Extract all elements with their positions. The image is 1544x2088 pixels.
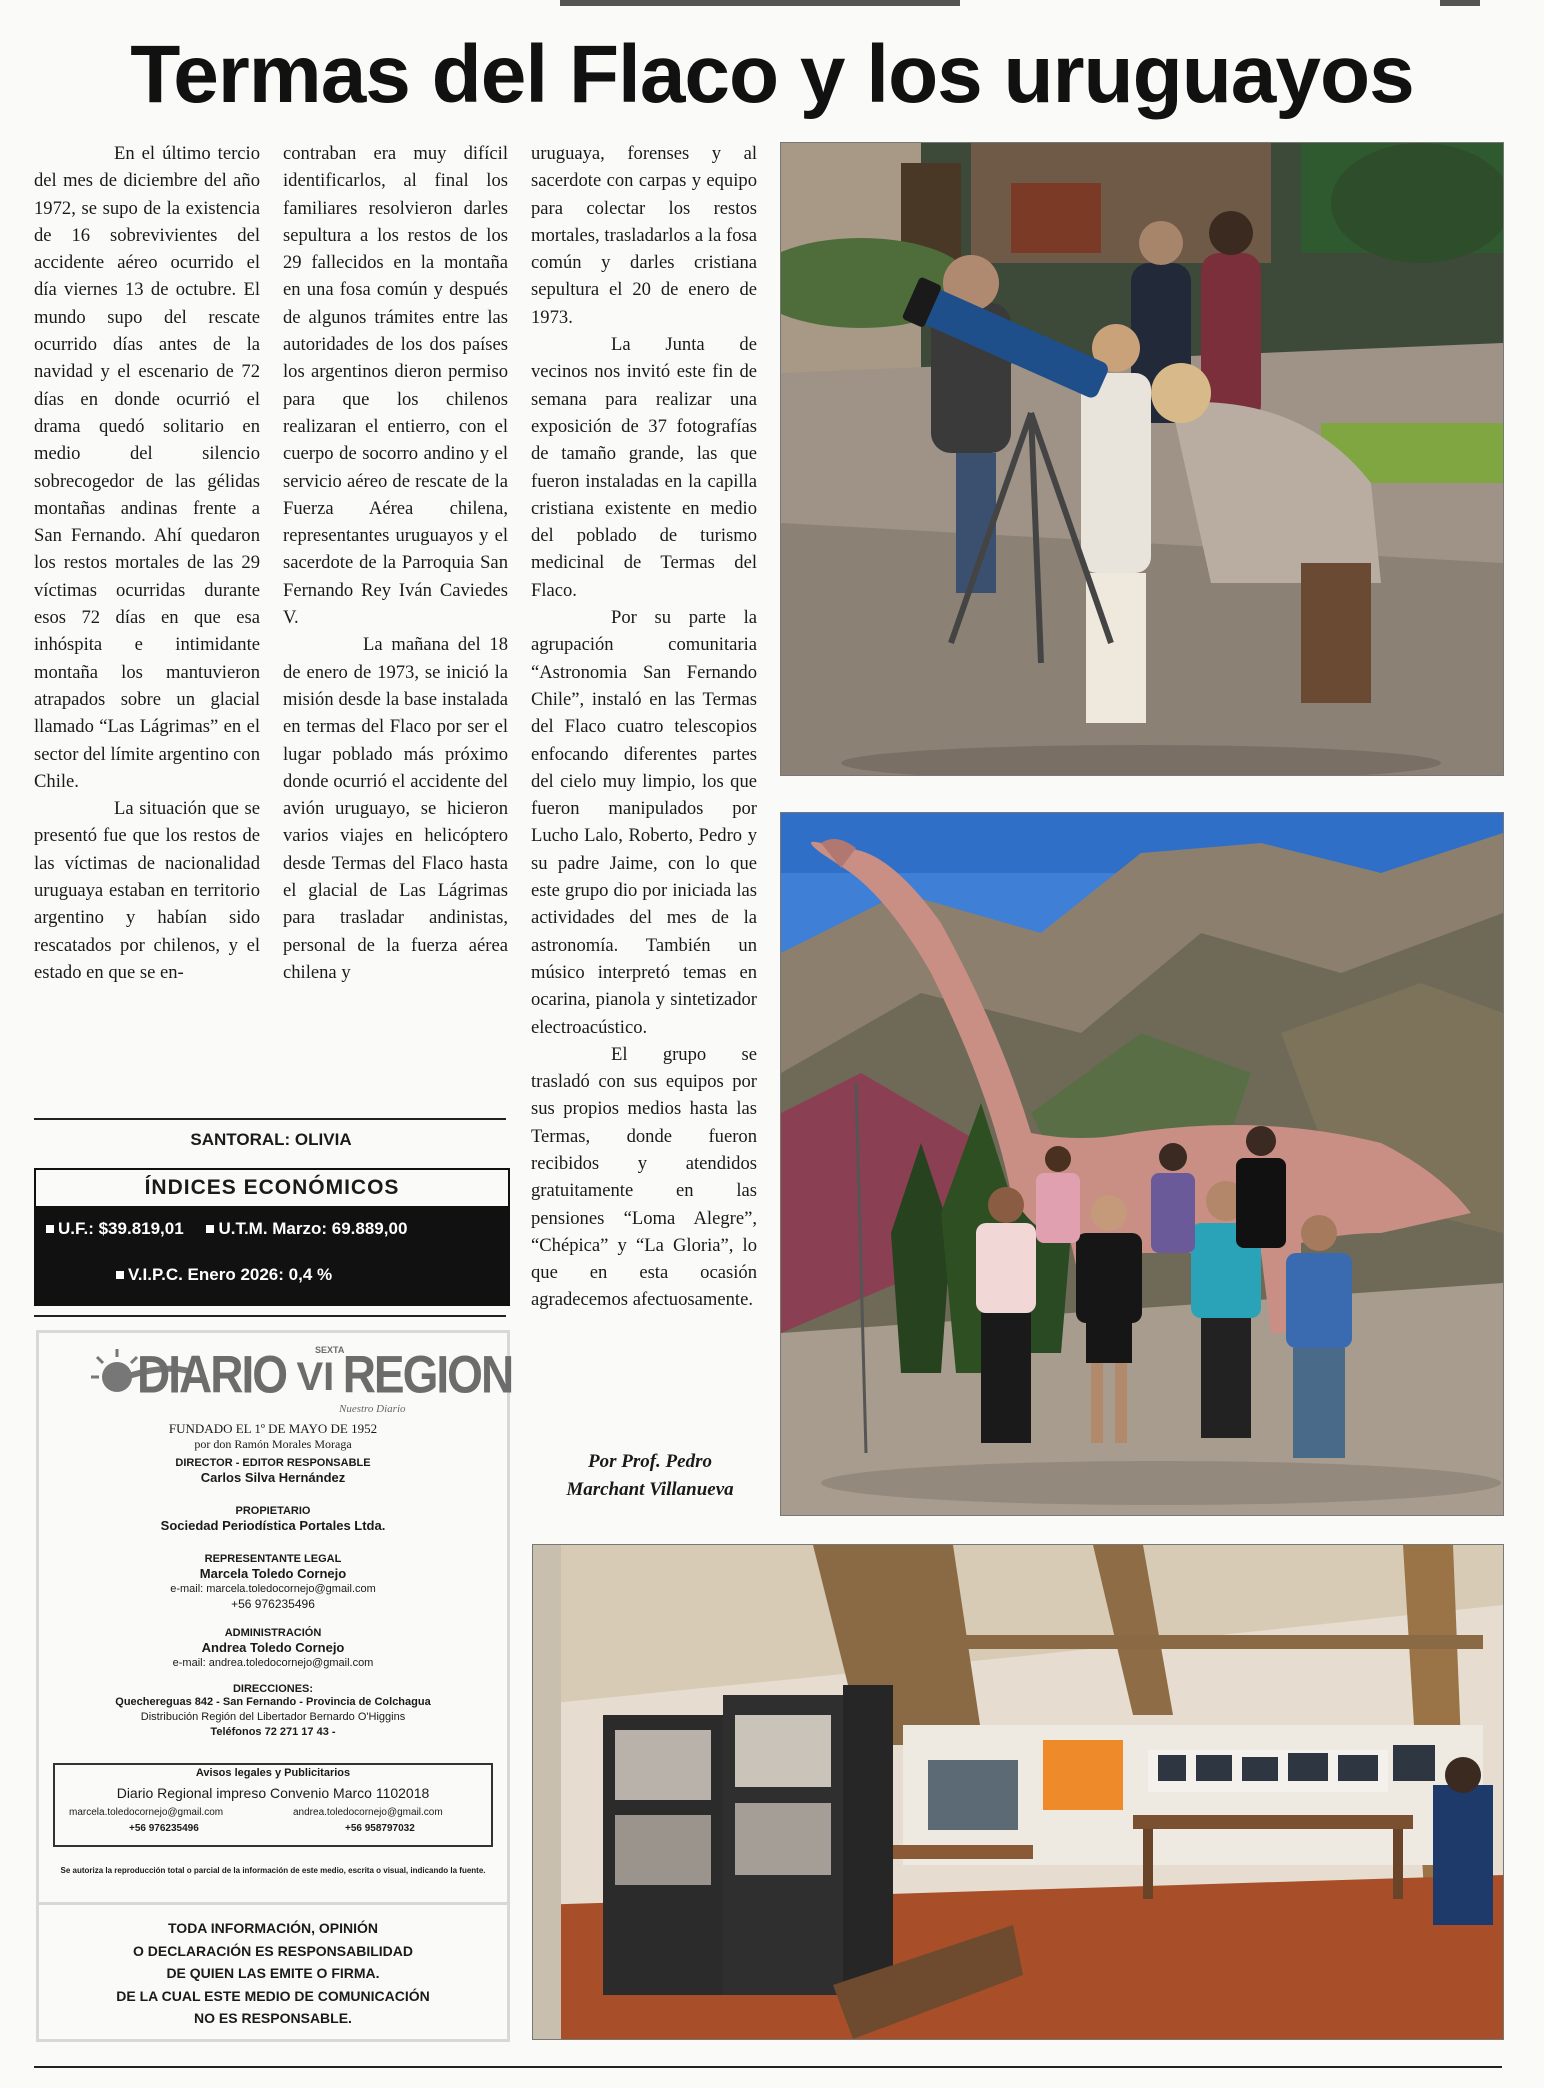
- owner-label: PROPIETARIO: [235, 1505, 311, 1517]
- legal-notices-box: [53, 1763, 493, 1847]
- article-paragraph: La mañana del 18 de enero de 1973, se inició la misión desde la base instalada en termas del Flaco por ser el lugar poblado más próximo donde ocurrió el accidente del avión uruguayo, se hicieron varios viajes en helicóptero desde Termas del Flaco hasta el glacial de Las Lágrimas para trasladar andinistas, personal de la fuerza aérea chilena y: [283, 634, 508, 983]
- sidebar-rule: [34, 1315, 506, 1317]
- economic-indices-box: [34, 1168, 510, 1306]
- article-column-2: [283, 140, 508, 986]
- address-label: DIRECCIONES:: [232, 1683, 314, 1695]
- indices-row-1: [36, 1206, 508, 1252]
- page-bottom-rule: [34, 2066, 1502, 2068]
- article-column-1: [34, 140, 260, 986]
- photo-exhibition-photo: [532, 1544, 1504, 2040]
- index-ipc: V.I.P.C. Enero 2026: 0,4 %: [128, 1265, 333, 1284]
- logo-sexta: SEXTA: [315, 1345, 345, 1355]
- bullet-square-icon: [206, 1225, 214, 1233]
- logo-word-diario: DIARIO: [137, 1344, 286, 1404]
- index-utm: U.T.M. Marzo: 69.889,00: [218, 1219, 408, 1238]
- owner-name: Sociedad Periodística Portales Ltda.: [160, 1518, 386, 1533]
- address-line: Quechereguas 842 - San Fernando - Provincia de Colchagua: [115, 1696, 431, 1708]
- legal-rep-email: e-mail: marcela.toledocornejo@gmail.com: [170, 1583, 376, 1595]
- avisos-label: Avisos legales y Publicitarios: [195, 1767, 351, 1779]
- top-cropped-header: [0, 0, 1544, 10]
- director-name: Carlos Silva Hernández: [200, 1470, 346, 1485]
- article-paragraph: contraban era muy difícil identificarlos, al final los familiares resolvieron darles sepultura a los restos de los 29 fallecidos en la montaña en una fosa común y después de algunos trámites entre las autoridades de los dos países los argentinos dieron permiso para que los chilenos realizaran el entierro, con el cuerpo de socorro andino y el servicio aéreo de rescate de la Fuerza Aérea chilena, representantes uruguayos y el sacerdote de la Parroquia San Fernando Rey Iván Caviedes V.: [283, 143, 508, 629]
- reproduction-note: Se autoriza la reproducción total o parcial de la información de este medio, escrita o visual, indicando la fuente.: [60, 1866, 486, 1875]
- byline-line-2: Marchant Villanueva: [566, 1479, 734, 1500]
- article-byline: [530, 1448, 770, 1504]
- indices-row-2: [36, 1252, 508, 1298]
- responsibility-notice: [36, 1902, 510, 2042]
- article-column-3: [531, 140, 757, 1314]
- admin-label: ADMINISTRACIÓN: [224, 1627, 322, 1639]
- indices-title: ÍNDICES ECONÓMICOS: [36, 1170, 508, 1206]
- founded-line: FUNDADO EL 1º DE MAYO DE 1952: [168, 1421, 378, 1436]
- legal-rep-phone: +56 976235496: [231, 1597, 315, 1611]
- article-paragraph: En el último tercio del mes de diciembre del año 1972, se supo de la existencia de 16 sobrevivientes del accidente aéreo ocurrido el día viernes 13 de octubre. El mundo supo del rescate ocurrido días antes de la navidad y el escenario de 72 días en donde ocurrió el drama quedó solitario en medio del silencio sobrecogedor de las gélidas montañas andinas frente a San Fernando. Ahí quedaron los restos mortales de las 29 víctimas ocurridas durante esos 72 días en que esa inhóspita e intimidante montaña los mantuvieron atrapados sobre un glacial llamado “Las Lágrimas” en el sector del límite argentino con Chile.: [34, 143, 260, 792]
- contact-phone-andrea: +56 958797032: [345, 1823, 415, 1834]
- notice-line: NO ES RESPONSABLE.: [194, 2010, 352, 2026]
- legal-rep-label: REPRESENTANTE LEGAL: [204, 1553, 342, 1565]
- telescope-photo: [780, 142, 1504, 776]
- contact-email-andrea: andrea.toledocornejo@gmail.com: [293, 1807, 443, 1818]
- notice-line: DE QUIEN LAS EMITE O FIRMA.: [166, 1965, 380, 1981]
- phones-line: Teléfonos 72 271 17 43 -: [210, 1726, 336, 1738]
- dinosaur-group-photo: [780, 812, 1504, 1516]
- article-paragraph: La situación que se presentó fue que los restos de las víctimas de nacionalidad uruguaya estaban en territorio argentino y habían sido rescatados por chilenos, y el estado en que se en-: [34, 798, 260, 983]
- legal-rep-name: Marcela Toledo Cornejo: [199, 1566, 347, 1581]
- article-paragraph: Por su parte la agrupación comunitaria “Astronomia San Fernando Chile”, instaló en las Termas del Flaco cuatro telescopios enfocando diferentes partes del cielo muy limpio, los que fueron manipulados por Lucho Lalo, Roberto, Pedro y su padre Jaime, con lo que este grupo dio por iniciada las actividades del mes de la astronomía. También un músico interpretó temas en ocarina, pianola y sintetizador electroacústico.: [531, 607, 757, 1038]
- admin-name: Andrea Toledo Cornejo: [201, 1640, 345, 1655]
- logo-tagline: Nuestro Diario: [339, 1403, 406, 1415]
- article-paragraph: La Junta de vecinos nos invitó este fin de semana para realizar una exposición de 37 fotografías de tamaño grande, las que fueron instaladas en la capilla cristiana existente en medio del poblado de turismo medicinal de Termas del Flaco.: [531, 334, 757, 601]
- contact-phone-marcela: +56 976235496: [129, 1823, 199, 1834]
- notice-line: O DECLARACIÓN ES RESPONSABILIDAD: [132, 1942, 414, 1959]
- distribution-line: Distribución Región del Libertador Bernardo O'Higgins: [140, 1711, 406, 1723]
- notice-line: TODA INFORMACIÓN, OPINIÓN: [168, 1920, 378, 1936]
- bullet-square-icon: [116, 1271, 124, 1279]
- byline-line-1: Por Prof. Pedro: [587, 1451, 712, 1472]
- admin-email: e-mail: andrea.toledocornejo@gmail.com: [172, 1657, 374, 1669]
- logo-word-region: REGION: [342, 1344, 513, 1404]
- article-headline: Termas del Flaco y los uruguayos: [130, 29, 1414, 120]
- sidebar-top-rule: [34, 1118, 506, 1120]
- santoral: SANTORAL: OLIVIA: [190, 1130, 352, 1149]
- article-paragraph: uruguaya, forenses y al sacerdote con carpas y equipo para colectar los restos mortales, trasladarlos a la fosa común y darles cristiana sepultura el 20 de enero de 1973.: [531, 143, 757, 328]
- masthead-box: [36, 1330, 513, 1908]
- bullet-square-icon: [46, 1225, 54, 1233]
- founder-line: por don Ramón Morales Moraga: [194, 1437, 352, 1451]
- notice-line: DE LA CUAL ESTE MEDIO DE COMUNICACIÓN: [116, 1987, 430, 2004]
- director-label: DIRECTOR - EDITOR RESPONSABLE: [175, 1457, 371, 1469]
- contact-email-marcela: marcela.toledocornejo@gmail.com: [69, 1807, 224, 1818]
- index-uf: U.F.: $39.819,01: [58, 1219, 184, 1238]
- convenio-line: Diario Regional impreso Convenio Marco 1102018: [116, 1785, 430, 1801]
- logo-wordmark: [137, 1344, 513, 1409]
- article-paragraph: El grupo se trasladó con sus equipos por sus propios medios hasta las Termas, donde fueron recibidos y atendidos gratuitamente en las pensiones “Loma Alegre”, “Chépica” y “La Gloria”, lo que en esta ocasión agradecemos afectuosamente.: [531, 1043, 757, 1311]
- logo-vi: VI: [296, 1355, 335, 1399]
